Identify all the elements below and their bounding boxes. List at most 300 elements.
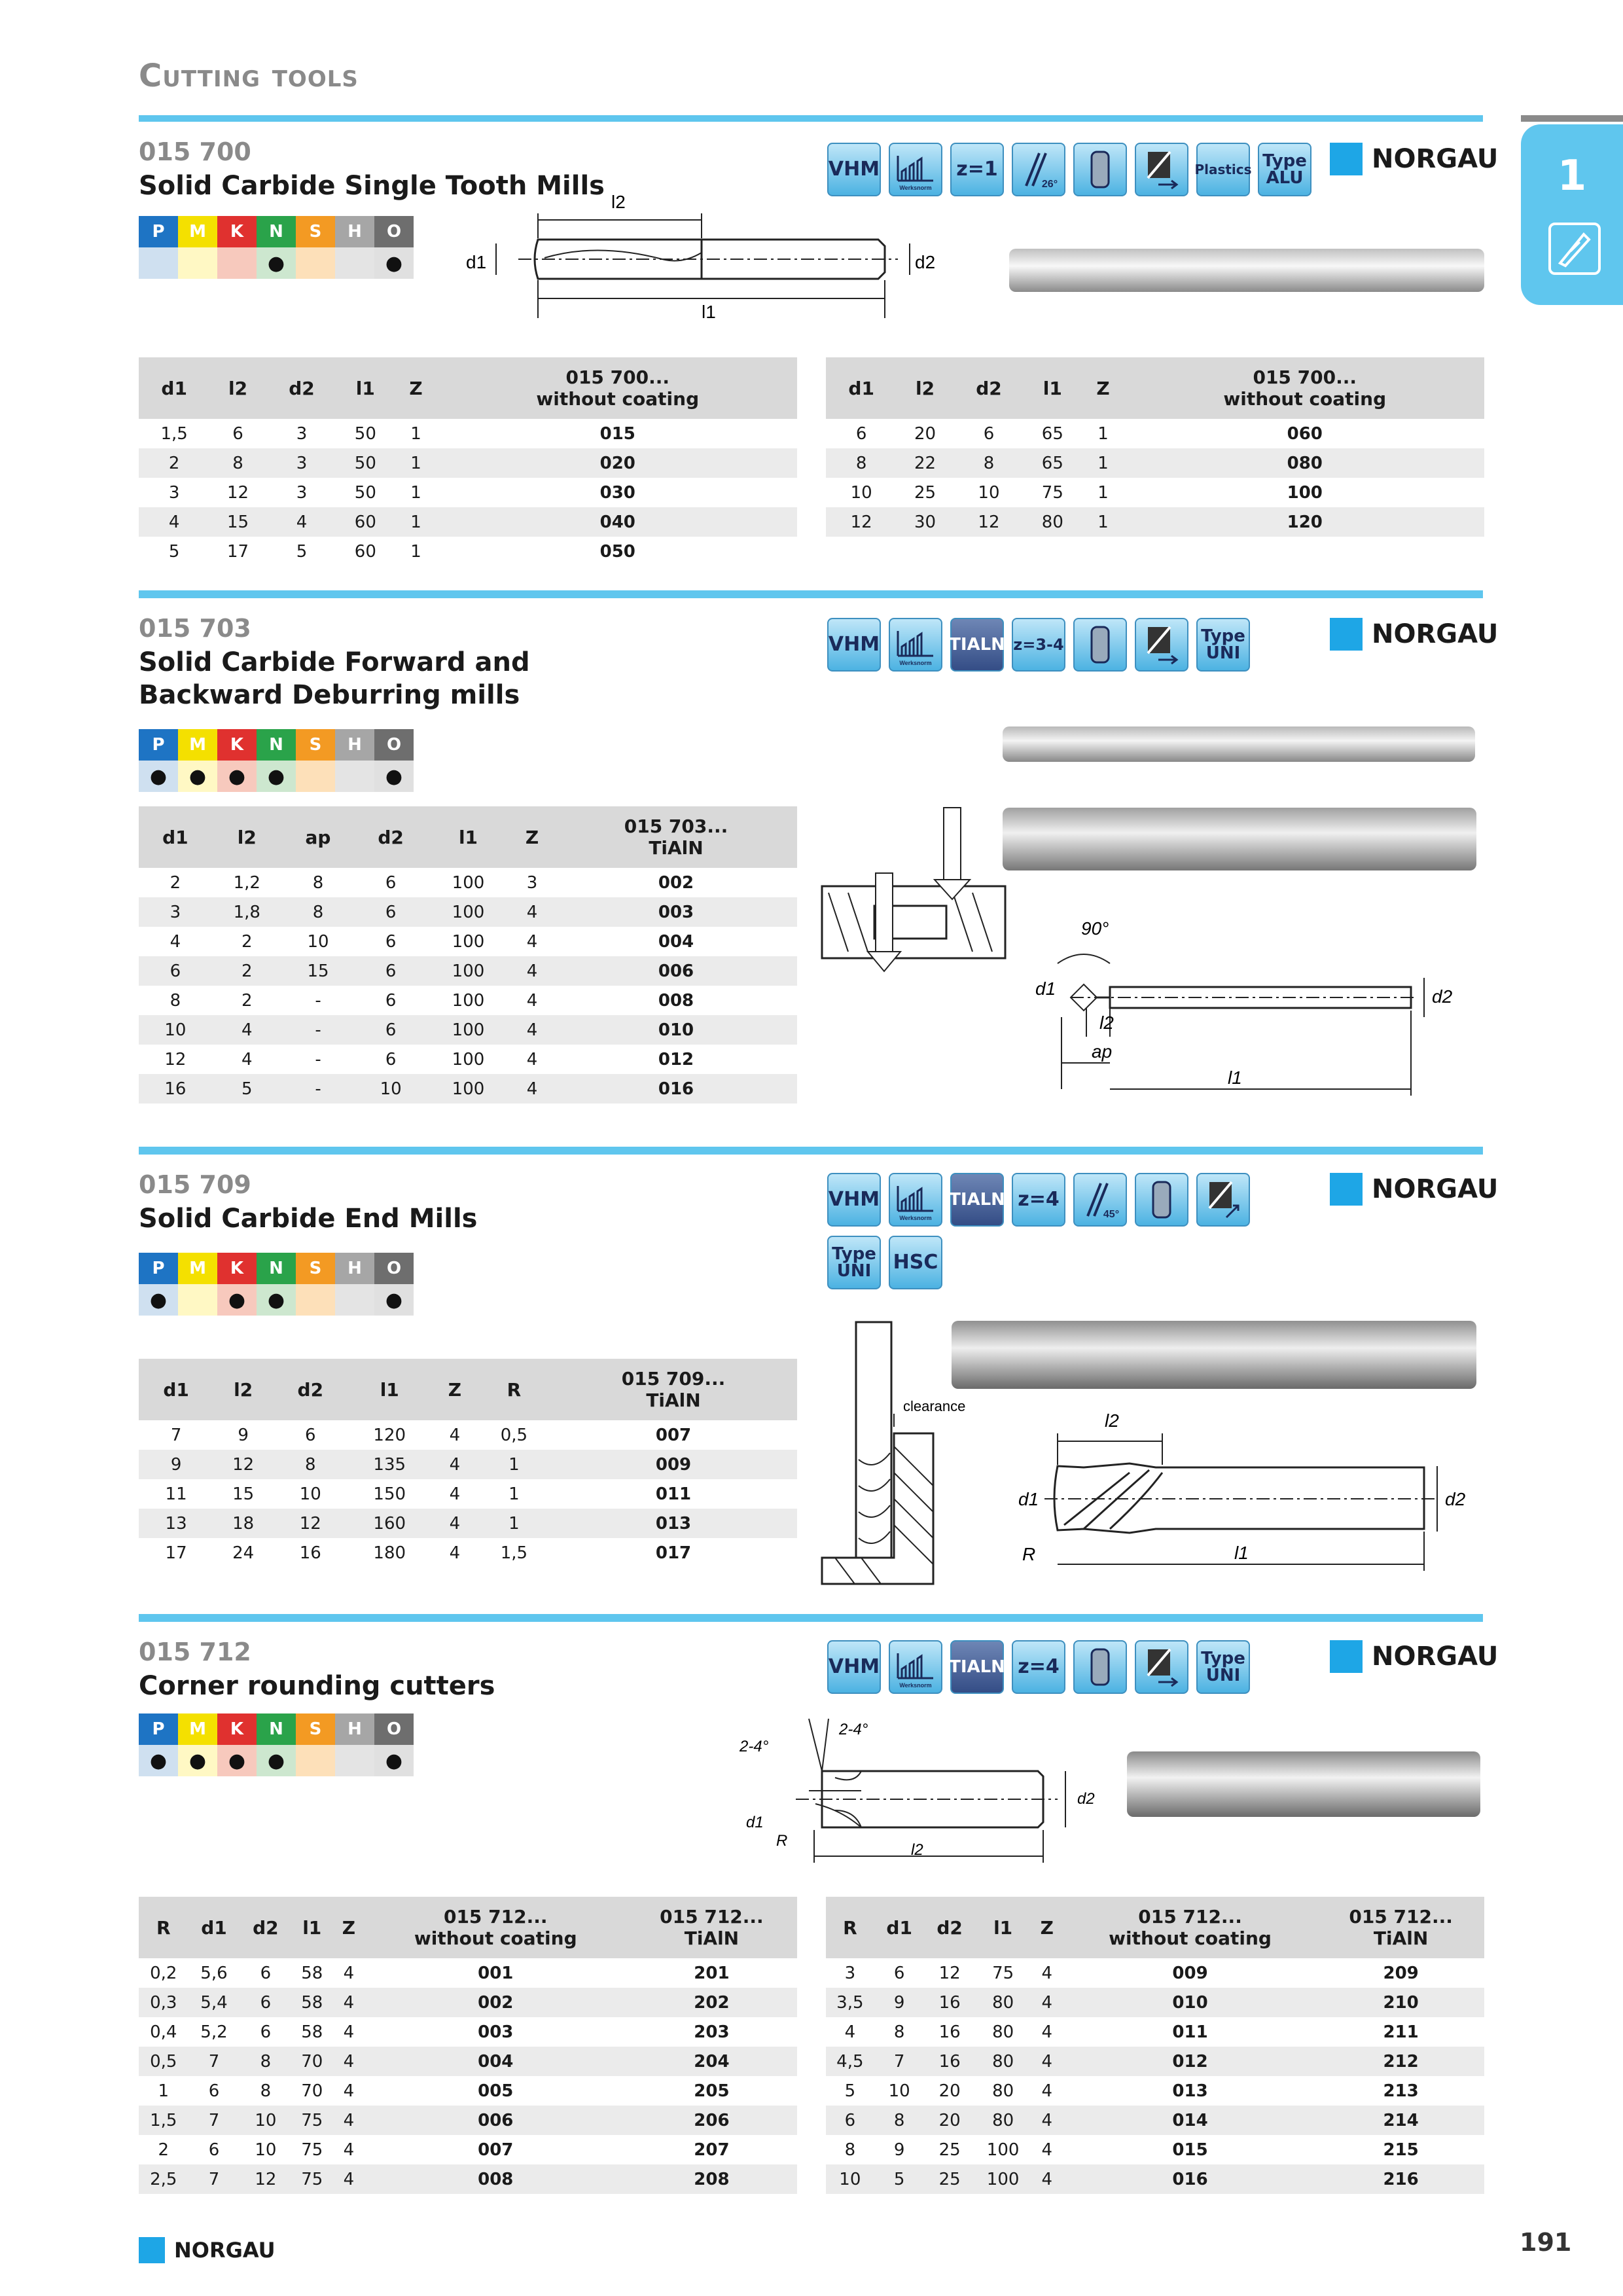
table-cell: 75 <box>291 2106 332 2135</box>
technical-drawing-015712 <box>730 1712 1110 1869</box>
table-cell: 4 <box>241 1049 253 1069</box>
table-cell: 009 <box>1172 1963 1208 1983</box>
table-cell: 100 <box>452 872 485 893</box>
material-m-label: M <box>178 1713 217 1745</box>
type-uni-icon: Type UNI <box>1196 618 1250 672</box>
section-divider-4 <box>139 1614 1483 1622</box>
table-row <box>826 448 1484 478</box>
column-header: d2 <box>925 1897 975 1958</box>
table-cell: 8 <box>844 2140 856 2160</box>
table-row <box>826 2135 1484 2164</box>
table-cell: 008 <box>658 990 694 1011</box>
column-header: l2 <box>209 357 266 419</box>
table-cell: 1,5 <box>160 423 188 444</box>
table-row <box>139 986 797 1015</box>
table-cell: 20 <box>938 2081 961 2101</box>
table-cell: 6 <box>385 931 397 952</box>
table-cell: 009 <box>550 1450 797 1479</box>
table-cell: 1 <box>1081 507 1126 537</box>
table-row <box>826 1988 1484 2017</box>
table-row <box>139 1958 797 1988</box>
material-k-label: K <box>217 1713 257 1745</box>
teeth-count-icon: z=1 <box>950 143 1004 196</box>
table-row <box>826 2047 1484 2076</box>
teeth-count-icon: z=3-4 <box>1012 618 1065 672</box>
hsc-icon: HSC <box>889 1236 942 1289</box>
dim-l1-label: l1 <box>1234 1543 1249 1563</box>
table-cell: 2 <box>212 956 282 986</box>
table-row <box>139 1450 797 1479</box>
table-row <box>139 507 797 537</box>
table-cell: 6 <box>354 956 427 986</box>
table-cell: 1 <box>410 541 421 562</box>
table-row <box>139 897 797 927</box>
table-cell: 10 <box>978 482 1000 503</box>
table-cell: 65 <box>1041 423 1063 444</box>
table-row <box>139 1509 797 1538</box>
table-cell: 010 <box>555 1015 797 1045</box>
clearance-label: clearance <box>903 1398 966 1414</box>
table-cell: 16 <box>925 2047 975 2076</box>
feature-icons-4 <box>827 1640 1250 1694</box>
table-row <box>139 537 797 566</box>
spec-table-015712-right <box>826 1897 1484 2194</box>
type-alu-icon: Type ALU <box>1258 143 1311 196</box>
column-header: 015 712... TiAlN <box>626 1897 797 1958</box>
type-uni-icon: Type UNI <box>827 1236 881 1289</box>
table-row <box>139 1988 797 2017</box>
table-cell: 5 <box>212 1074 282 1103</box>
table-row <box>826 2017 1484 2047</box>
table-cell: 4 <box>509 1074 555 1103</box>
norgau-footer-logo: NORGAU <box>139 2237 276 2263</box>
column-header: l1 <box>1024 357 1080 419</box>
table-cell: 0,2 <box>150 1963 177 1983</box>
table-cell: 005 <box>478 2081 514 2101</box>
table-cell: 4 <box>431 1450 478 1479</box>
table-cell: 6 <box>893 1963 905 1983</box>
material-o-label: O <box>374 1253 414 1284</box>
column-header: d1 <box>874 1897 925 1958</box>
table-cell: 5,2 <box>200 2022 228 2042</box>
material-p-suitability: ● <box>139 761 178 792</box>
table-cell: 58 <box>291 1988 332 2017</box>
table-cell: 12 <box>273 1509 348 1538</box>
table-cell: 65 <box>1024 448 1080 478</box>
table-cell: 8 <box>273 1450 348 1479</box>
helix-angle-icon <box>1073 1173 1127 1227</box>
column-header: l2 <box>213 1359 273 1420</box>
table-cell: 4 <box>509 956 555 986</box>
material-m-suitability: ● <box>178 1745 217 1776</box>
table-cell: 1,5 <box>500 1543 528 1563</box>
table-cell: 6 <box>385 1049 397 1069</box>
dim-d2-label: d2 <box>1432 986 1453 1007</box>
table-cell: 20 <box>914 423 936 444</box>
table-cell: 6 <box>208 2140 220 2160</box>
column-header: Z <box>1081 357 1126 419</box>
table-cell: 80 <box>975 1988 1031 2017</box>
table-cell: 209 <box>1383 1963 1419 1983</box>
table-cell: 3,5 <box>826 1988 874 2017</box>
dim-d2-label: d2 <box>1445 1489 1466 1509</box>
material-p-label: P <box>139 729 178 761</box>
table-cell: 7 <box>188 2164 240 2194</box>
table-cell: 58 <box>301 1963 323 1983</box>
table-cell: 11 <box>165 1484 187 1504</box>
table-cell: - <box>282 1015 354 1045</box>
table-cell: 6 <box>983 423 995 444</box>
table-cell: 213 <box>1383 2081 1419 2101</box>
dim-d1-label: d1 <box>1035 978 1056 999</box>
product-code-015703: 015 703 <box>139 614 251 643</box>
dim-l2-label: l2 <box>611 192 626 212</box>
table-cell: 080 <box>1126 448 1484 478</box>
table-cell: 20 <box>925 2106 975 2135</box>
table-row <box>139 2047 797 2076</box>
table-cell: 10 <box>850 482 872 503</box>
table-cell: 3 <box>266 448 337 478</box>
material-p-label: P <box>139 1713 178 1745</box>
column-header: 015 712... without coating <box>365 1897 626 1958</box>
table-cell: 12 <box>938 1963 961 1983</box>
material-o-suitability: ● <box>374 1745 414 1776</box>
column-header: Z <box>431 1359 478 1420</box>
table-cell: 6 <box>208 2081 220 2101</box>
table-cell: 25 <box>914 482 936 503</box>
column-header: Z <box>509 806 555 868</box>
table-cell: 202 <box>626 1988 797 2017</box>
table-cell: 8 <box>312 872 324 893</box>
table-cell: 3 <box>296 482 308 503</box>
column-header: ap <box>282 806 354 868</box>
table-cell: 4 <box>343 2081 355 2101</box>
table-cell: 24 <box>232 1543 255 1563</box>
table-row <box>826 2106 1484 2135</box>
material-o-suitability: ● <box>374 247 414 279</box>
milling-direction-icon <box>1135 143 1188 196</box>
material-p-suitability: ● <box>139 1284 178 1316</box>
table-cell: 4 <box>1031 2164 1063 2194</box>
product-name-015709: Solid Carbide End Mills <box>139 1204 478 1234</box>
table-cell: 4 <box>1041 2022 1053 2042</box>
table-cell: 216 <box>1317 2164 1484 2194</box>
material-h-label: H <box>335 1253 374 1284</box>
material-h-label: H <box>335 216 374 247</box>
table-cell: 212 <box>1317 2047 1484 2076</box>
table-cell: 10 <box>307 931 329 952</box>
table-cell: 4 <box>1041 2140 1053 2160</box>
material-s-label: S <box>296 1253 335 1284</box>
spec-table-015700-right <box>826 357 1484 537</box>
dim-d1-label: d1 <box>1018 1489 1039 1509</box>
material-m-label: M <box>178 729 217 761</box>
column-header: d2 <box>273 1359 348 1420</box>
header-divider <box>139 115 1483 122</box>
tab-top-line <box>1521 115 1623 122</box>
table-cell: 3 <box>526 872 538 893</box>
material-h-label: H <box>335 729 374 761</box>
table-cell: 12 <box>826 507 897 537</box>
table-cell: 010 <box>1063 1988 1317 2017</box>
column-header: d1 <box>826 357 897 419</box>
column-header: R <box>826 1897 874 1958</box>
table-cell: 206 <box>626 2106 797 2135</box>
table-row <box>139 1420 797 1450</box>
material-s-suitability <box>296 247 335 279</box>
table-cell: 8 <box>282 897 354 927</box>
table-row <box>139 2135 797 2164</box>
column-header: d1 <box>139 357 209 419</box>
dim-l2-label: l2 <box>911 1841 923 1859</box>
table-cell: 100 <box>427 1074 509 1103</box>
table-cell: 6 <box>240 1988 291 2017</box>
table-cell: 012 <box>658 1049 694 1069</box>
werksnorm-icon <box>889 1640 942 1694</box>
table-cell: 2 <box>241 990 253 1011</box>
table-cell: 214 <box>1317 2106 1484 2135</box>
table-cell: 120 <box>373 1425 406 1445</box>
table-cell: 3 <box>139 897 212 927</box>
table-cell: 012 <box>1063 2047 1317 2076</box>
table-cell: 207 <box>694 2140 730 2160</box>
table-cell: 10 <box>888 2081 910 2101</box>
werksnorm-label: Werksnorm <box>899 1215 932 1221</box>
table-row <box>826 478 1484 507</box>
table-cell: 8 <box>240 2047 291 2076</box>
material-m-label: M <box>178 1253 217 1284</box>
material-k-label: K <box>217 1253 257 1284</box>
table-cell: 4 <box>332 2106 365 2135</box>
table-row <box>139 478 797 507</box>
angle-label-1: 2-4° <box>740 1738 769 1755</box>
helix-angle-label: 26° <box>1041 179 1058 190</box>
product-name-015700: Solid Carbide Single Tooth Mills <box>139 171 605 201</box>
table-cell: 6 <box>385 990 397 1011</box>
table-cell: 1 <box>410 482 421 503</box>
table-row <box>826 507 1484 537</box>
table-cell: 4 <box>509 1015 555 1045</box>
column-header: d2 <box>240 1897 291 1958</box>
column-header: l2 <box>212 806 282 868</box>
norgau-logo-1: NORGAU <box>1330 143 1498 175</box>
table-row <box>139 956 797 986</box>
table-cell: 8 <box>893 2022 905 2042</box>
table-cell: 60 <box>337 507 393 537</box>
table-cell: 180 <box>373 1543 406 1563</box>
column-header: Z <box>1031 1897 1063 1958</box>
column-header: 015 712... TiAlN <box>1317 1897 1484 1958</box>
table-cell: 18 <box>213 1509 273 1538</box>
table-cell: 50 <box>337 448 393 478</box>
table-cell: 12 <box>227 482 249 503</box>
table-cell: 4 <box>266 507 337 537</box>
table-cell: 10 <box>354 1074 427 1103</box>
feature-icons-3 <box>827 1173 1250 1227</box>
column-header: d2 <box>954 357 1024 419</box>
table-cell: 4 <box>509 897 555 927</box>
column-header: 015 700... without coating <box>1126 357 1484 419</box>
tialn-coating-icon: TIALN <box>950 1173 1004 1227</box>
table-cell: 1 <box>1081 448 1126 478</box>
table-cell: 211 <box>1383 2022 1419 2042</box>
material-h-suitability <box>335 247 374 279</box>
material-p-label: P <box>139 216 178 247</box>
table-cell: 030 <box>599 482 635 503</box>
table-cell: 4 <box>343 1963 355 1983</box>
product-code-015709: 015 709 <box>139 1170 251 1199</box>
table-cell: 100 <box>986 2140 1020 2160</box>
table-cell: 1 <box>478 1509 550 1538</box>
material-chart-2 <box>139 729 414 792</box>
table-cell: 016 <box>1063 2164 1317 2194</box>
dim-l2-label: l2 <box>1099 1013 1114 1033</box>
table-cell: 204 <box>626 2047 797 2076</box>
plastics-icon: Plastics <box>1196 143 1250 196</box>
table-cell: 3 <box>168 482 180 503</box>
dim-d1-label: d1 <box>746 1814 764 1831</box>
table-cell: 015 <box>1172 2140 1208 2160</box>
table-cell: 003 <box>555 897 797 927</box>
table-cell: 17 <box>165 1543 187 1563</box>
dim-ap-label: ap <box>1092 1041 1113 1062</box>
table-cell: 4 <box>332 1988 365 2017</box>
technical-drawing-015709 <box>822 1316 1476 1590</box>
product-name-015703-line2: Backward Deburring mills <box>139 680 520 710</box>
table-cell: 6 <box>260 1963 272 1983</box>
table-cell: 4 <box>343 2140 355 2160</box>
material-n-label: N <box>257 1713 296 1745</box>
table-cell: 008 <box>365 2164 626 2194</box>
table-cell: 16 <box>938 2022 961 2042</box>
product-photo-015703-a <box>1003 726 1475 762</box>
table-cell: 12 <box>164 1049 187 1069</box>
table-cell: 25 <box>925 2164 975 2194</box>
table-cell: 100 <box>1287 482 1323 503</box>
table-cell: 040 <box>438 507 797 537</box>
shank-icon <box>1073 143 1127 196</box>
table-cell: 001 <box>478 1963 514 1983</box>
table-cell: 3 <box>296 423 308 444</box>
table-cell: 201 <box>694 1963 730 1983</box>
table-cell: 4 <box>526 1049 538 1069</box>
material-p-label: P <box>139 1253 178 1284</box>
werksnorm-icon <box>889 1173 942 1227</box>
material-s-label: S <box>296 1713 335 1745</box>
table-cell: 7 <box>188 2106 240 2135</box>
table-cell: 1 <box>1097 423 1109 444</box>
spec-table-015703 <box>139 806 797 1103</box>
material-k-label: K <box>217 729 257 761</box>
feature-icons-2 <box>827 618 1250 672</box>
table-cell: 10 <box>255 2140 277 2160</box>
table-cell: 011 <box>1172 2022 1208 2042</box>
column-header: l1 <box>348 1359 431 1420</box>
table-cell: 80 <box>975 2047 1031 2076</box>
material-o-suitability: ● <box>374 1284 414 1316</box>
table-cell: 7 <box>188 2047 240 2076</box>
table-cell: 016 <box>555 1074 797 1103</box>
table-row <box>826 2076 1484 2106</box>
column-header: 015 703... TiAlN <box>555 806 797 868</box>
table-cell: 004 <box>658 931 694 952</box>
table-cell: 5 <box>168 541 180 562</box>
table-cell: 8 <box>826 448 897 478</box>
column-header: Z <box>394 357 438 419</box>
norgau-logo-3: NORGAU <box>1330 1173 1498 1206</box>
type-uni-icon: Type UNI <box>1196 1640 1250 1694</box>
table-cell: 16 <box>299 1543 321 1563</box>
table-cell: 6 <box>139 956 212 986</box>
table-cell: 5,4 <box>188 1988 240 2017</box>
material-chart-1 <box>139 216 414 279</box>
table-cell: 80 <box>975 2106 1031 2135</box>
table-cell: 16 <box>139 1074 212 1103</box>
table-cell: 60 <box>354 541 376 562</box>
table-cell: 8 <box>169 990 181 1011</box>
material-k-suitability: ● <box>217 1745 257 1776</box>
vhm-icon: VHM <box>827 1640 881 1694</box>
table-cell: 003 <box>478 2022 514 2042</box>
table-cell: 4 <box>449 1484 461 1504</box>
table-cell: 75 <box>291 2164 332 2194</box>
table-cell: 80 <box>992 2022 1014 2042</box>
table-cell: 007 <box>655 1425 692 1445</box>
table-cell: 100 <box>452 931 485 952</box>
table-row <box>139 1538 797 1568</box>
table-cell: 1,8 <box>212 897 282 927</box>
table-cell: 30 <box>897 507 953 537</box>
table-cell: 5 <box>844 2081 856 2101</box>
table-cell: 4 <box>1031 2047 1063 2076</box>
table-cell: 4 <box>526 931 538 952</box>
table-cell: 10 <box>826 2164 874 2194</box>
material-chart-4 <box>139 1713 414 1776</box>
table-row <box>139 868 797 897</box>
table-cell: 12 <box>240 2164 291 2194</box>
column-header: 015 700... without coating <box>438 357 797 419</box>
material-h-suitability <box>335 761 374 792</box>
column-header: R <box>139 1897 188 1958</box>
table-cell: 1 <box>508 1484 520 1504</box>
drill-icon <box>1548 223 1601 275</box>
vhm-icon: VHM <box>827 618 881 672</box>
table-cell: 6 <box>354 1015 427 1045</box>
table-cell: 203 <box>694 2022 730 2042</box>
table-cell: 70 <box>291 2047 332 2076</box>
table-cell: 12 <box>213 1450 273 1479</box>
table-cell: 205 <box>694 2081 730 2101</box>
table-cell: 7 <box>874 2047 925 2076</box>
material-p-suitability: ● <box>139 1745 178 1776</box>
table-cell: 6 <box>260 2022 272 2042</box>
column-header: l2 <box>897 357 953 419</box>
table-cell: 75 <box>992 1963 1014 1983</box>
column-header: d1 <box>139 806 212 868</box>
dim-d1-label: d1 <box>466 252 487 272</box>
table-cell: 135 <box>348 1450 431 1479</box>
table-cell: 014 <box>1063 2106 1317 2135</box>
milling-direction-icon <box>1135 1640 1188 1694</box>
table-cell: 0,4 <box>150 2022 177 2042</box>
table-cell: 100 <box>975 2164 1031 2194</box>
column-header: R <box>478 1359 550 1420</box>
table-cell: 1 <box>1097 482 1109 503</box>
table-cell: 6 <box>385 872 397 893</box>
table-cell: 6 <box>232 423 243 444</box>
table-cell: 4 <box>1041 2081 1053 2101</box>
table-cell: 007 <box>478 2140 514 2160</box>
